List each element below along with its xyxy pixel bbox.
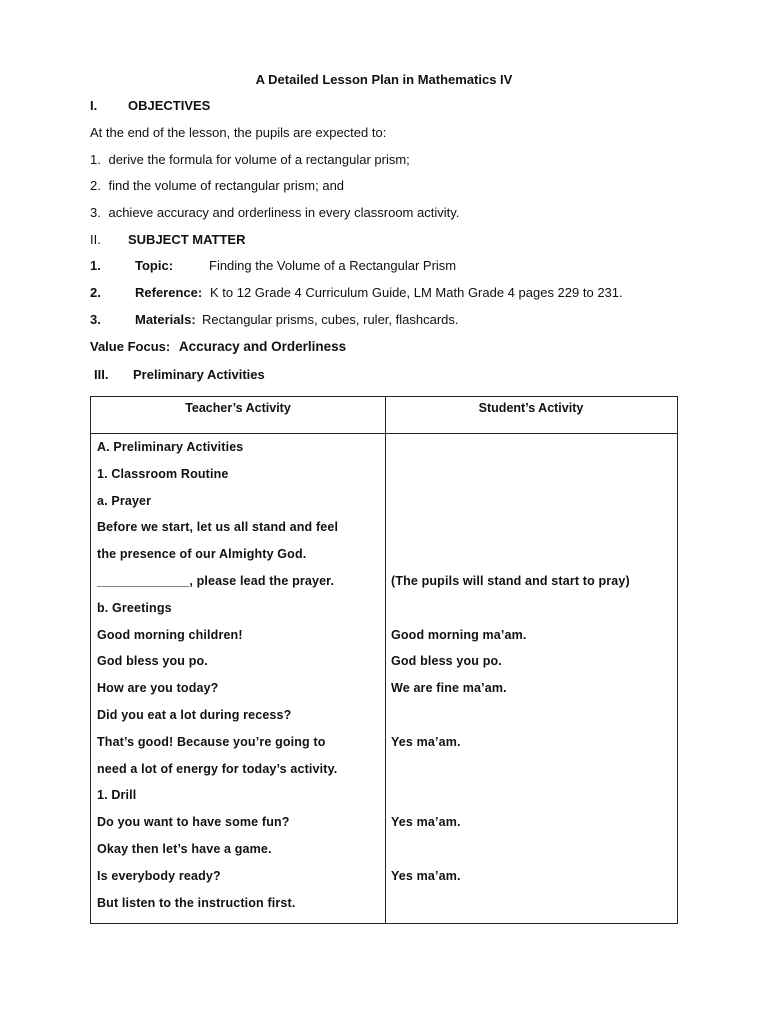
teacher-activity-cell: Good morning children! <box>97 627 243 642</box>
student-activity-cell: Yes ma’am. <box>391 734 461 749</box>
student-activity-header: Student’s Activity <box>478 401 584 415</box>
subject-item-topic <box>90 258 457 274</box>
subject-item-number: 3. <box>90 312 101 327</box>
document-title: A Detailed Lesson Plan in Mathematics IV <box>255 72 513 87</box>
subject-item-label: Topic: <box>135 258 174 273</box>
teacher-activity-cell: the presence of our Almighty God. <box>97 547 307 562</box>
subject-matter-numeral: II. <box>90 232 101 247</box>
objective-text: derive the formula for volume of a rectangular prism; <box>108 152 410 167</box>
objective-text: achieve accuracy and orderliness in every classroom activity. <box>108 205 460 220</box>
student-activity-cell: God bless you po. <box>391 654 502 669</box>
objective-text: find the volume of rectangular prism; and <box>108 178 345 193</box>
subject-item-reference <box>90 285 623 301</box>
table-column-divider <box>385 397 386 923</box>
teacher-activity-cell: Before we start, let us all stand and feel <box>97 520 339 535</box>
teacher-activity-cell: 1. Classroom Routine <box>97 466 229 481</box>
student-activity-cell: (The pupils will stand and start to pray) <box>391 574 630 588</box>
objective-number: 2. <box>90 178 101 193</box>
student-activity-cell: Good morning ma’am. <box>391 627 527 642</box>
activity-table <box>90 396 678 924</box>
teacher-activity-cell: 1. Drill <box>97 788 137 803</box>
subject-item-text: K to 12 Grade 4 Curriculum Guide, LM Math Grade 4 pages 229 to 231. <box>210 285 623 300</box>
value-focus-text: Accuracy and Orderliness <box>178 339 347 354</box>
teacher-activity-cell: But listen to the instruction first. <box>97 895 296 910</box>
student-activity-cell: Yes ma’am. <box>391 815 461 830</box>
objective-item-1 <box>90 152 410 168</box>
subject-item-text: Rectangular prisms, cubes, ruler, flashcards. <box>202 312 459 327</box>
teacher-activity-cell: a. Prayer <box>97 493 152 508</box>
subject-item-materials <box>90 312 459 328</box>
subject-item-number: 1. <box>90 258 101 273</box>
objective-number: 1. <box>90 152 101 167</box>
preliminary-heading: Preliminary Activities <box>133 367 265 382</box>
subject-item-text: Finding the Volume of a Rectangular Prism <box>209 258 457 273</box>
teacher-activity-cell: Do you want to have some fun? <box>97 815 290 830</box>
subject-item-label: Materials: <box>135 312 196 327</box>
objectives-heading: OBJECTIVES <box>128 98 211 113</box>
objective-number: 3. <box>90 205 101 220</box>
student-activity-cell: Yes ma’am. <box>391 868 461 883</box>
teacher-activity-cell: b. Greetings <box>97 600 172 615</box>
student-activity-cell: We are fine ma’am. <box>391 681 507 696</box>
subject-item-number: 2. <box>90 285 101 300</box>
objective-item-2 <box>90 178 344 194</box>
value-focus <box>90 339 346 355</box>
subject-item-label: Reference: <box>135 285 203 300</box>
table-header-divider <box>91 433 677 434</box>
teacher-activity-cell: How are you today? <box>97 681 219 696</box>
teacher-activity-cell: Is everybody ready? <box>97 868 221 883</box>
objective-item-3 <box>90 205 459 221</box>
value-focus-label: Value Focus: <box>90 339 171 354</box>
objectives-intro: At the end of the lesson, the pupils are expected to: <box>90 125 387 140</box>
teacher-activity-cell: That’s good! Because you’re going to <box>97 734 326 749</box>
teacher-activity-header: Teacher’s Activity <box>185 401 291 415</box>
objectives-numeral: I. <box>90 98 98 113</box>
teacher-activity-cell: A. Preliminary Activities <box>97 440 244 454</box>
teacher-activity-cell: _____________, please lead the prayer. <box>97 574 335 588</box>
teacher-activity-cell: God bless you po. <box>97 654 208 669</box>
teacher-activity-cell: Okay then let’s have a game. <box>97 842 272 856</box>
preliminary-numeral: III. <box>94 367 109 382</box>
teacher-activity-cell: Did you eat a lot during recess? <box>97 708 292 722</box>
teacher-activity-cell: need a lot of energy for today’s activity. <box>97 761 338 776</box>
subject-matter-heading: SUBJECT MATTER <box>128 232 246 247</box>
